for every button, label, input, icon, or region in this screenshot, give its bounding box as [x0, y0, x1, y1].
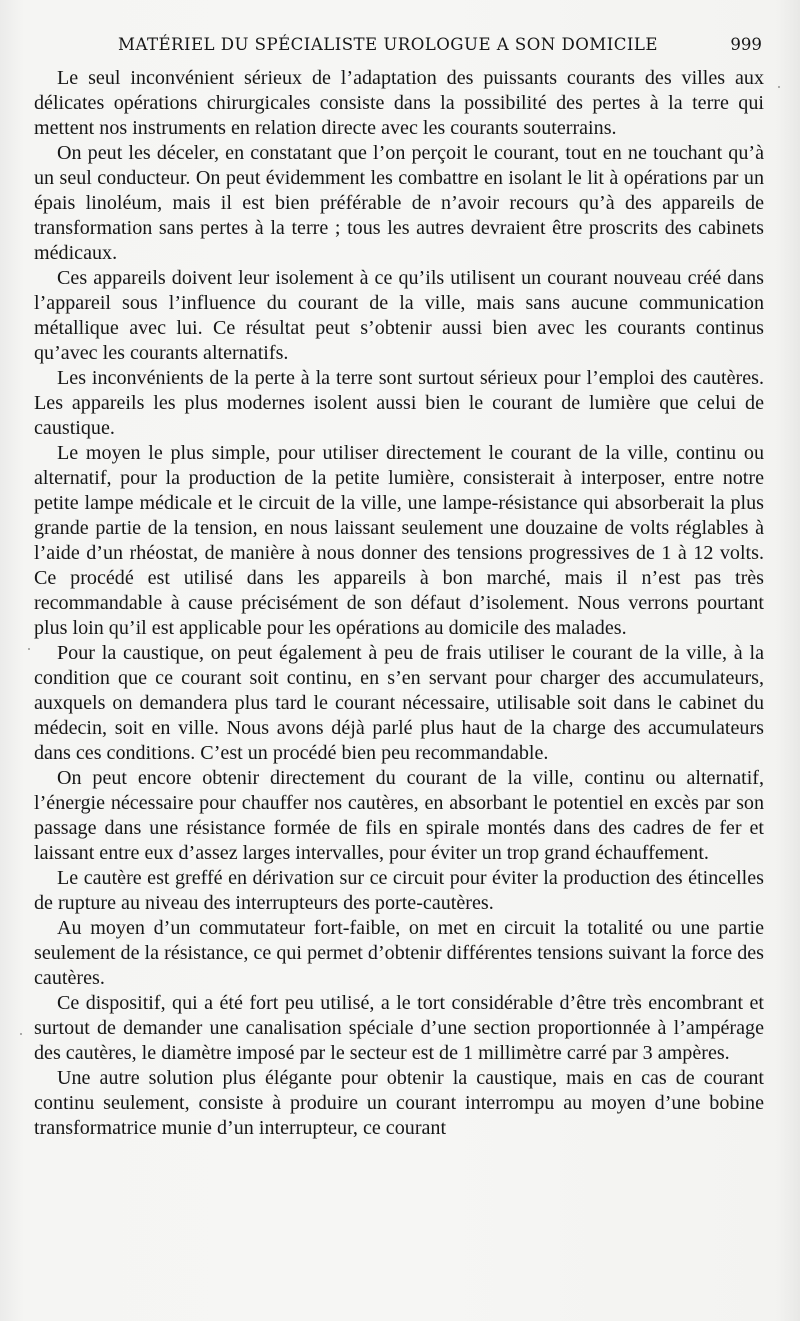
scan-speck — [20, 1033, 22, 1035]
page-number: 999 — [730, 35, 762, 54]
paragraph: Ce dispositif, qui a été fort peu utilisé, a le tort considérable d’être très encombrant et surtout de demander une canalisation spéciale d’une section proportionnée à l’ampérage des cautères, le diamètre imposé par le secteur est de 1 millimètre carré par 3 ampères. — [34, 992, 764, 1064]
paragraph: On peut les déceler, en constatant que l’on perçoit le courant, tout en ne touchant qu’à un seul conducteur. On peut évidemment les combattre en isolant le lit à opérations par un épais linoléum, mais il est bien préférable de n’avoir recours qu’à des appareils de transformation sans pertes à la terre ; tous les autres devraient être proscrits des cabinets médicaux. — [34, 142, 764, 264]
paragraph: Pour la caustique, on peut également à peu de frais utiliser le courant de la ville, à la condition que ce courant soit continu, en s’en servant pour charger des accumulateurs, auxquels on demandera plus tard le courant nécessaire, utilisable soit dans le cabinet du médecin, soit en ville. Nous avons déjà parlé plus haut de la charge des accumulateurs dans ces conditions. C’est un procédé bien peu recommandable. — [34, 642, 764, 764]
paragraph: On peut encore obtenir directement du courant de la ville, continu ou alternatif, l’énergie nécessaire pour chauffer nos cautères, en absorbant le potentiel en excès par son passage dans une résistance formée de fils en spirale montés dans des cadres de fer et laissant entre eux d’assez larges intervalles, pour éviter un trop grand échauffement. — [34, 767, 764, 864]
scan-speck — [28, 648, 30, 650]
scan-speck — [778, 86, 780, 88]
page-header — [34, 30, 764, 60]
paragraph: Le cautère est greffé en dérivation sur ce circuit pour éviter la production des étincelles de rupture au niveau des interrupteurs des porte-cautères. — [34, 867, 764, 914]
paragraph: Au moyen d’un commutateur fort-faible, on met en circuit la totalité ou une partie seulement de la résistance, ce qui permet d’obtenir différentes tensions suivant la force des cautères. — [34, 917, 764, 989]
body-text — [34, 66, 764, 1306]
paragraph: Ces appareils doivent leur isolement à ce qu’ils utilisent un courant nouveau créé dans l’appareil sous l’influence du courant de la ville, mais sans aucune communication métallique avec lui. Ce résultat peut s’obtenir aussi bien avec les courants continus qu’avec les courants alternatifs. — [34, 267, 764, 364]
paragraph: Le seul inconvénient sérieux de l’adaptation des puissants courants des villes aux délicates opérations chirurgicales consiste dans la possibilité des pertes à la terre qui mettent nos instruments en relation directe avec les courants souterrains. — [34, 67, 764, 139]
paragraph: Les inconvénients de la perte à la terre sont surtout sérieux pour l’emploi des cautères. Les appareils les plus modernes isolent aussi bien le courant de lumière que celui de caustique. — [34, 367, 764, 439]
paragraph: Le moyen le plus simple, pour utiliser directement le courant de la ville, continu ou alternatif, pour la production de la petite lumière, consisterait à interposer, entre notre petite lampe médicale et le circuit de la ville, une lampe-résistance qui absorberait la plus grande partie de la tension, en nous laissant seulement une douzaine de volts réglables à l’aide d’un rhéostat, de manière à nous donner des tensions progressives de 1 à 12 volts. Ce procédé est utilisé dans les appareils à bon marché, mais il n’est pas très recommandable à cause précisément de son défaut d’isolement. Nous verrons pourtant plus loin qu’il est applicable pour les opérations au domicile des malades. — [34, 442, 764, 639]
paragraph: Une autre solution plus élégante pour obtenir la caustique, mais en cas de courant continu seulement, consiste à produire un courant interrompu au moyen d’une bobine transformatrice munie d’un interrupteur, ce courant — [34, 1067, 764, 1139]
running-title: MATÉRIEL DU SPÉCIALISTE UROLOGUE A SON DOMICILE — [118, 35, 658, 54]
